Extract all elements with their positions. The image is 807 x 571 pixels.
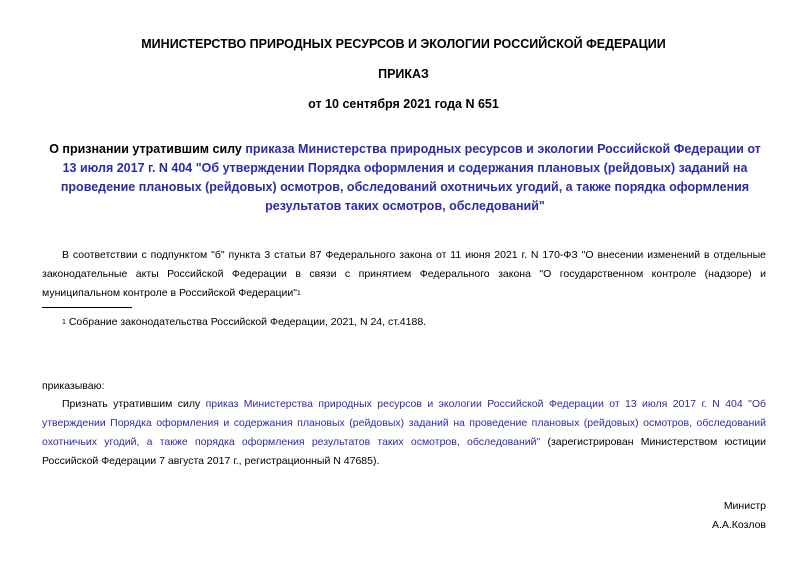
document-title (44, 140, 766, 216)
order-text-suffix: (зарегистрирован Министерством юстиции Российской Федерации 7 августа 2017 г., регистрационный N 47685). (42, 436, 766, 467)
signatory-position: Министр (723, 500, 766, 512)
footnote-reference[interactable]: 1 (296, 290, 301, 297)
order-keyword: приказываю: (42, 380, 105, 392)
footnote (42, 313, 766, 332)
document-date-number: от 10 сентября 2021 года N 651 (308, 97, 499, 111)
order-paragraph (42, 395, 766, 471)
title-prefix: О признании утратившим силу (49, 142, 246, 156)
preamble-text: В соответствии с подпунктом "б" пункта 3 статьи 87 Федерального закона от 11 июня 2021 г. N 170-ФЗ "О внесении изменений в отдельные законодательные акты Российской Федерации в связи с принятием Федерального закона "О государственном контроле (надзоре) и муниципальном контроле в Российской Федерации" (42, 249, 766, 299)
ministry-heading: МИНИСТЕРСТВО ПРИРОДНЫХ РЕСУРСОВ И ЭКОЛОГИИ РОССИЙСКОЙ ФЕДЕРАЦИИ (141, 37, 666, 51)
footnote-mark: 1 (62, 319, 66, 326)
document-type: ПРИКАЗ (378, 67, 429, 81)
order-text-prefix: Признать утратившим силу (62, 398, 206, 410)
order-link[interactable]: приказ Министерства природных ресурсов и экологии Российской Федерации от 13 июля 2017 г. N 404 "Об утверждении Порядка оформления и содержания плановых (рейдовых) заданий на проведение плановых (рейдовых) осмотров, обследований охотничьих угодий, а также порядка оформления результатов таких осмотров, обследований" (42, 398, 767, 448)
footnote-divider (42, 307, 132, 308)
footnote-text: Собрание законодательства Российской Федерации, 2021, N 24, ст.4188. (65, 316, 427, 328)
title-link[interactable]: приказа Министерства природных ресурсов и экологии Российской Федерации от 13 июля 2017 г. N 404 "Об утверждении Порядка оформления и содержания плановых (рейдовых) заданий на проведение плановых (рейдовых) осмотров, обследований охотничьих угодий, а также порядка оформления результатов таких осмотров, обследований" (60, 142, 761, 213)
signatory-name: А.А.Козлов (711, 519, 766, 531)
preamble-paragraph (42, 246, 766, 303)
